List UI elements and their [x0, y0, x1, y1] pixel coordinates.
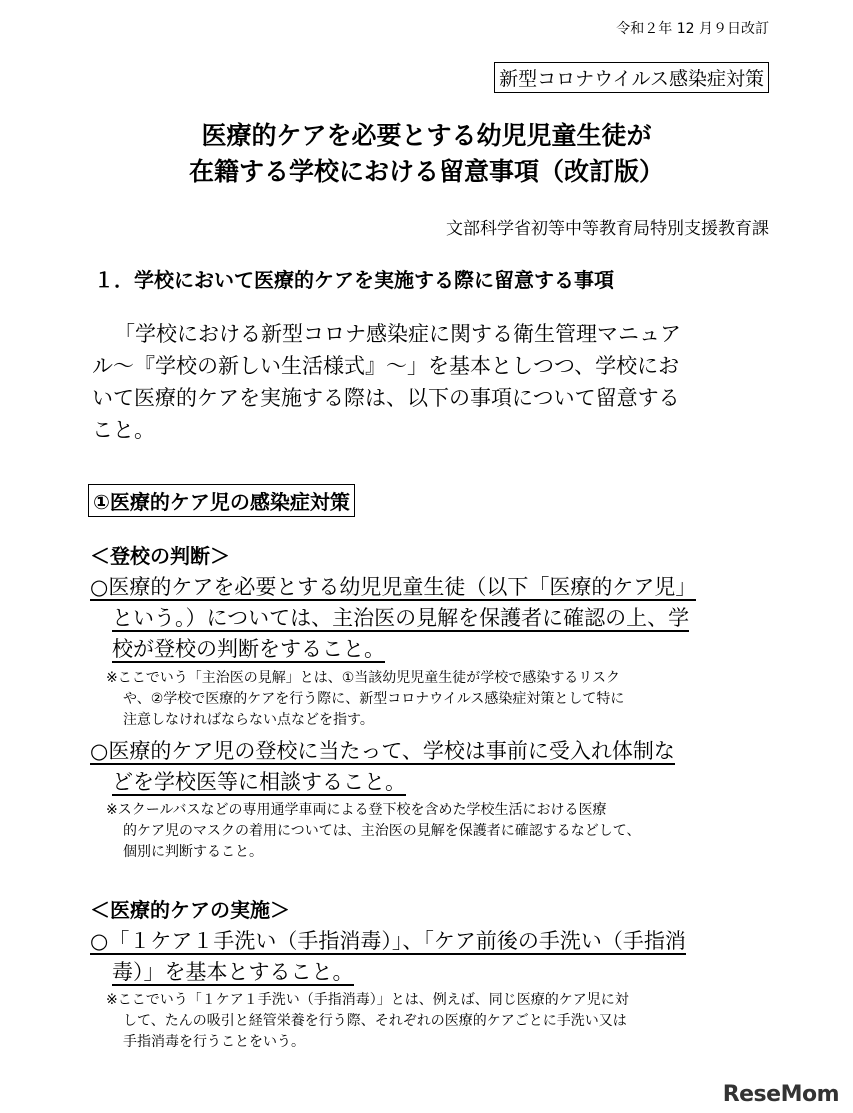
section-heading: １．学校において医療的ケアを実施する際に留意する事項	[94, 268, 614, 292]
item-line: 校が登校の判断をすること。	[112, 637, 385, 661]
revision-date: 令和２年 12 月９日改訂	[616, 21, 769, 37]
list-item	[90, 572, 696, 665]
item-line: どを学校医等に相談すること。	[112, 770, 406, 794]
note-line: 的ケア児のマスクの着用については、主治医の見解を保護者に確認するなどして、	[123, 823, 641, 839]
item-line: ○医療的ケアを必要とする幼児児童生徒（以下「医療的ケア児」	[90, 575, 697, 599]
note-line: ※ここでいう「主治医の見解」とは、①当該幼児児童生徒が学校で感染するリスク	[106, 670, 620, 686]
note-line: 注意しなければならない点などを指す。	[123, 712, 374, 728]
item-line: ○「１ケア１手洗い（手指消毒）」、「ケア前後の手洗い（手指消	[90, 929, 686, 953]
note	[106, 800, 640, 863]
note-line: 手指消毒を行うことをいう。	[123, 1034, 305, 1050]
paragraph-line: こと。	[92, 418, 155, 442]
subsection-heading: ①医療的ケア児の感染症対策	[88, 484, 355, 517]
intro-paragraph	[92, 318, 772, 446]
note	[106, 990, 629, 1053]
note-line: して、たんの吸引と経管栄養を行う際、それぞれの医療的ケアごとに手洗い又は	[123, 1013, 627, 1029]
note-line: ※スクールバスなどの専用通学車両による登下校を含めた学校生活における医療	[106, 802, 607, 818]
note-line: や、②学校で医療的ケアを行う際に、新型コロナウイルス感染症対策として特に	[123, 691, 625, 707]
note-line: ※ここでいう「１ケア１手洗い（手指消毒）」とは、例えば、同じ医療的ケア児に対	[106, 992, 629, 1008]
item-line: 毒）」を基本とすること。	[112, 960, 354, 984]
item-line: という。）については、主治医の見解を保護者に確認の上、学	[112, 606, 690, 630]
topic-tag: 新型コロナウイルス感染症対策	[494, 62, 769, 93]
group-heading-attendance: ＜登校の判断＞	[90, 544, 230, 568]
note	[106, 668, 624, 731]
group-heading-care: ＜医療的ケアの実施＞	[90, 898, 290, 922]
document-title-line1: 医療的ケアを必要とする幼児児童生徒が	[201, 121, 652, 150]
item-line: ○医療的ケア児の登校に当たって、学校は事前に受入れ体制な	[90, 739, 675, 763]
paragraph-line: 「学校における新型コロナ感染症に関する衛生管理マニュア	[114, 322, 681, 346]
paragraph-line: ル～『学校の新しい生活様式』～」を基本としつつ、学校にお	[92, 354, 680, 378]
paragraph-line: いて医療的ケアを実施する際は、以下の事項について留意する	[92, 386, 680, 410]
watermark-logo: ReseMom	[722, 1082, 839, 1107]
document-title-line2: 在籍する学校における留意事項（改訂版）	[188, 157, 664, 186]
list-item	[90, 926, 686, 988]
department-name: 文部科学省初等中等教育局特別支援教育課	[446, 219, 769, 239]
note-line: 個別に判断すること。	[123, 844, 263, 860]
list-item	[90, 736, 675, 798]
